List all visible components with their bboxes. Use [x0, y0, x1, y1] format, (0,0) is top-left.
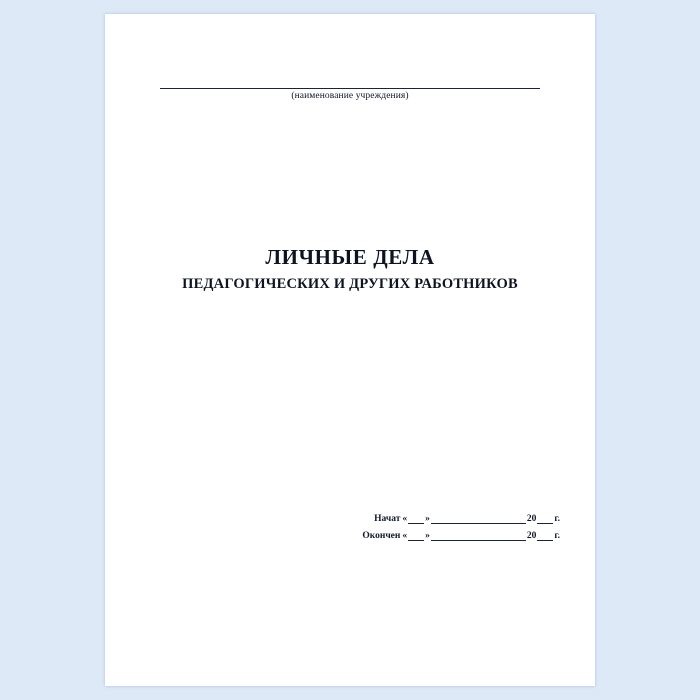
- start-date-year-blank: [537, 514, 553, 524]
- start-date-row: [360, 507, 560, 524]
- end-date-day-blank: [408, 531, 424, 541]
- institution-name-rule: [160, 88, 540, 89]
- start-date-quote-close: »: [425, 514, 430, 524]
- end-date-quote-open: «: [402, 531, 408, 541]
- start-date-day-blank: [408, 514, 424, 524]
- start-date-month-blank: [431, 514, 526, 524]
- title-block: [105, 246, 595, 293]
- end-date-month-blank: [431, 531, 526, 541]
- institution-name-block: [160, 88, 540, 101]
- end-date-year-blank: [537, 531, 553, 541]
- institution-name-caption: (наименование учреждения): [291, 91, 409, 101]
- start-date-year-suffix: г.: [554, 514, 560, 524]
- document-subtitle: ПЕДАГОГИЧЕСКИХ И ДРУГИХ РАБОТНИКОВ: [182, 276, 518, 293]
- start-date-year-prefix: 20: [526, 514, 537, 524]
- end-date-label: Окончен: [362, 531, 401, 541]
- end-date-row: [360, 524, 560, 541]
- document-page: [105, 14, 595, 686]
- start-date-label: Начат: [374, 514, 401, 524]
- page-content: [105, 14, 595, 686]
- end-date-year-prefix: 20: [526, 531, 537, 541]
- start-date-quote-open: «: [402, 514, 408, 524]
- dates-block: [360, 507, 560, 541]
- document-title: ЛИЧНЫЕ ДЕЛА: [265, 245, 435, 269]
- end-date-quote-close: »: [425, 531, 430, 541]
- end-date-year-suffix: г.: [554, 531, 560, 541]
